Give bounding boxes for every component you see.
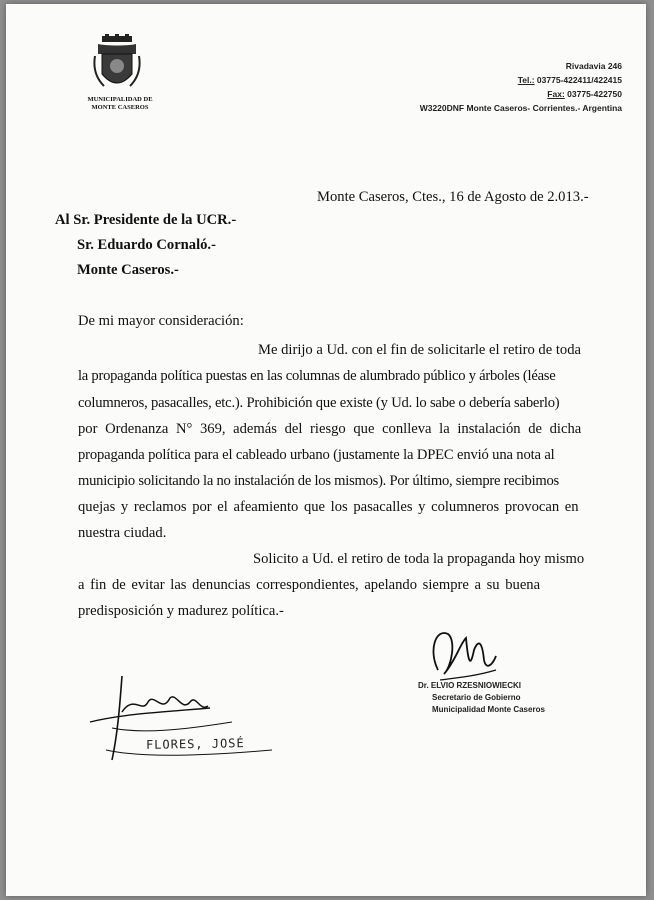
date-line: Monte Caseros, Ctes., 16 de Agosto de 2.013.- (317, 189, 589, 205)
paragraph1-line: quejas y reclamos por el afeamiento que los pasacalles y columneros provocan en (78, 499, 579, 515)
signer-name: Dr. ELVIO RZESNIOWIECKI (418, 681, 521, 690)
paragraph1-line: la propaganda política puestas en las columnas de alumbrado público y árboles (léase (78, 368, 556, 384)
paragraph2-line: a fin de evitar las denuncias correspondientes, apelando siempre a su buena (78, 577, 541, 593)
signer-office: Municipalidad Monte Caseros (432, 705, 545, 714)
paragraph1-line: columneros, pasacalles, etc.). Prohibición que existe (y Ud. lo sabe o debería saberlo) (78, 395, 560, 411)
tel-value: 03775-422411/422415 (536, 75, 622, 85)
signer-title: Secretario de Gobierno (432, 693, 521, 702)
paragraph1-line: propaganda política para el cableado urbano (justamente la DPEC envió una nota al (78, 447, 555, 463)
fax-value: 03775-422750 (567, 89, 622, 99)
tel-label: Tel.: (517, 75, 535, 85)
paragraph1-line: Me dirijo a Ud. con el fin de solicitarle el retiro de toda (258, 342, 581, 358)
telephone-line (518, 75, 622, 85)
municipality-name (74, 96, 166, 112)
municipality-line-2: MONTE CASEROS (91, 104, 149, 111)
letter-page (6, 4, 646, 896)
municipality-line-1: MUNICIPALIDAD DE (87, 96, 153, 103)
paragraph1-line: por Ordenanza N° 369, además del riesgo que conlleva la instalación de dicha (78, 421, 582, 437)
municipal-crest-icon (92, 34, 142, 96)
paragraph2-line: predisposición y madurez política.- (78, 603, 284, 619)
recipient-line-2: Sr. Eduardo Cornaló.- (77, 237, 216, 253)
salutation: De mi mayor consideración: (78, 313, 244, 329)
signature-left-name: FLORES, JOSÉ (145, 736, 245, 752)
fax-label: Fax: (547, 89, 565, 99)
recipient-line-3: Monte Caseros.- (77, 262, 179, 278)
paragraph2-line: Solicito a Ud. el retiro de toda la propaganda hoy mismo (253, 551, 585, 567)
recipient-line-1: Al Sr. Presidente de la UCR.- (55, 212, 237, 228)
signature-left-icon (82, 672, 282, 768)
fax-line (547, 89, 622, 99)
postal-line: W3220DNF Monte Caseros- Corrientes.- Argentina (419, 103, 622, 113)
signature-right-icon (426, 620, 506, 688)
paragraph1-line: municipio solicitando la no instalación de los mismos). Por último, siempre recibimos (78, 473, 559, 489)
paragraph1-line: nuestra ciudad. (78, 525, 167, 541)
address-line: Rivadavia 246 (565, 61, 622, 71)
